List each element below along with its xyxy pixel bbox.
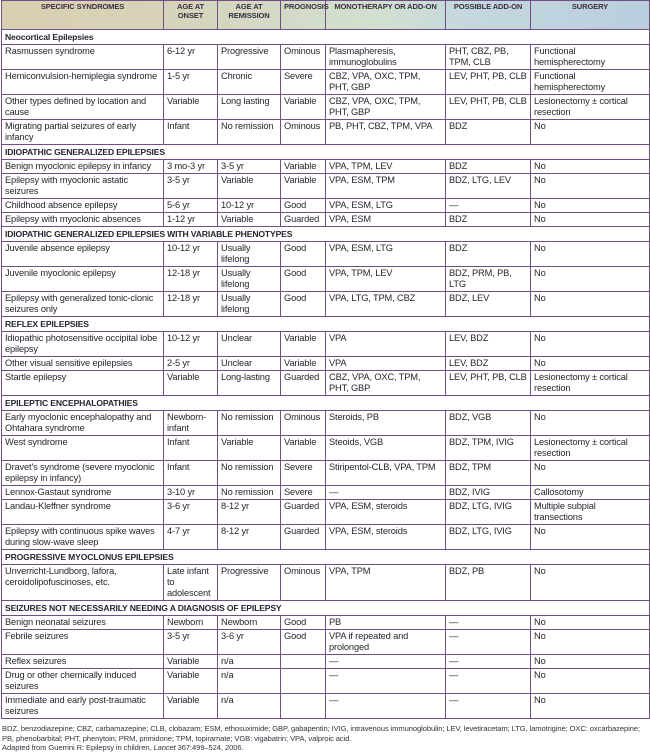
cell-possible-add-on: — — [446, 655, 531, 669]
cell-syndrome: Migrating partial seizures of early infancy — [2, 120, 164, 145]
cell-possible-add-on: BDZ — [446, 120, 531, 145]
cell-syndrome: Landau-Kleffner syndrome — [2, 500, 164, 525]
cell-age-remission: Progressive — [218, 565, 281, 601]
cell-age-remission: n/a — [218, 655, 281, 669]
cell-monotherapy: Plasmapheresis, immunoglobulins — [326, 45, 446, 70]
cell-prognosis: Severe — [281, 461, 326, 486]
table-row — [2, 95, 650, 120]
table-row — [2, 199, 650, 213]
cell-possible-add-on: BDZ, LEV — [446, 292, 531, 317]
cell-prognosis — [281, 655, 326, 669]
cell-monotherapy: VPA, ESM — [326, 213, 446, 227]
cell-prognosis: Good — [281, 292, 326, 317]
cell-age-remission: 3-5 yr — [218, 160, 281, 174]
section-header-row — [2, 550, 650, 565]
cell-age-onset: Infant — [164, 461, 218, 486]
cell-syndrome: Childhood absence epilepsy — [2, 199, 164, 213]
cell-syndrome: Hemiconvulsion-hemiplegia syndrome — [2, 70, 164, 95]
cell-surgery: No — [531, 461, 650, 486]
header-possible-add-on: POSSIBLE ADD-ON — [446, 1, 531, 30]
cell-prognosis: Variable — [281, 357, 326, 371]
cell-possible-add-on: — — [446, 669, 531, 694]
table-row — [2, 45, 650, 70]
section-title: IDIOPATHIC GENERALIZED EPILEPSIES — [2, 145, 650, 160]
cell-age-onset: 3 mo-3 yr — [164, 160, 218, 174]
cell-syndrome: West syndrome — [2, 436, 164, 461]
header-age-at-onset: AGE AT ONSET — [164, 1, 218, 30]
cell-syndrome: Dravet's syndrome (severe myoclonic epilepsy in infancy) — [2, 461, 164, 486]
cell-age-onset: 10-12 yr — [164, 332, 218, 357]
cell-age-onset: 5-6 yr — [164, 199, 218, 213]
cell-monotherapy: — — [326, 694, 446, 719]
cell-monotherapy: VPA, ESM, steroids — [326, 525, 446, 550]
cell-age-onset: Variable — [164, 694, 218, 719]
cell-surgery: Multiple subpial transections — [531, 500, 650, 525]
cell-possible-add-on: BDZ, PRM, PB, LTG — [446, 267, 531, 292]
table-row — [2, 630, 650, 655]
section-header-row — [2, 317, 650, 332]
cell-age-remission: No remission — [218, 461, 281, 486]
cell-syndrome: Epilepsy with continuous spike waves during slow-wave sleep — [2, 525, 164, 550]
cell-surgery: No — [531, 332, 650, 357]
cell-age-remission: Usually lifelong — [218, 267, 281, 292]
cell-age-onset: Newborn — [164, 616, 218, 630]
cell-possible-add-on: BDZ, TPM — [446, 461, 531, 486]
cell-prognosis: Good — [281, 242, 326, 267]
cell-monotherapy: — — [326, 655, 446, 669]
section-header-row — [2, 601, 650, 616]
cell-monotherapy: VPA, TPM — [326, 565, 446, 601]
cell-monotherapy: VPA, ESM, LTG — [326, 199, 446, 213]
cell-surgery: No — [531, 174, 650, 199]
cell-syndrome: Lennox-Gastaut syndrome — [2, 486, 164, 500]
cell-possible-add-on: PHT, CBZ, PB, TPM, CLB — [446, 45, 531, 70]
cell-surgery: No — [531, 694, 650, 719]
cell-age-onset: 1-12 yr — [164, 213, 218, 227]
cell-surgery: Lesionectomy ± cortical resection — [531, 436, 650, 461]
cell-age-remission: 8-12 yr — [218, 525, 281, 550]
cell-prognosis: Good — [281, 267, 326, 292]
table-row — [2, 120, 650, 145]
cell-surgery: Callosotomy — [531, 486, 650, 500]
cell-age-remission: Variable — [218, 174, 281, 199]
cell-possible-add-on: LEV, PHT, PB, CLB — [446, 70, 531, 95]
cell-age-remission: 10-12 yr — [218, 199, 281, 213]
cell-prognosis: Good — [281, 616, 326, 630]
cell-surgery: Lesionectomy ± cortical resection — [531, 95, 650, 120]
cell-surgery: No — [531, 120, 650, 145]
cell-age-onset: 3-10 yr — [164, 486, 218, 500]
cell-syndrome: Startle epilepsy — [2, 371, 164, 396]
section-title: EPILEPTIC ENCEPHALOPATHIES — [2, 396, 650, 411]
section-title: Neocortical Epilepsies — [2, 30, 650, 45]
cell-surgery: No — [531, 357, 650, 371]
cell-possible-add-on: LEV, BDZ — [446, 332, 531, 357]
table-row — [2, 160, 650, 174]
cell-age-remission: Newborn — [218, 616, 281, 630]
cell-prognosis: Guarded — [281, 500, 326, 525]
table-row — [2, 694, 650, 719]
cell-surgery: No — [531, 213, 650, 227]
table-row — [2, 357, 650, 371]
cell-age-remission: Progressive — [218, 45, 281, 70]
cell-prognosis: Ominous — [281, 411, 326, 436]
cell-monotherapy: PB, PHT, CBZ, TPM, VPA — [326, 120, 446, 145]
table-row — [2, 565, 650, 601]
cell-prognosis: Severe — [281, 70, 326, 95]
cell-possible-add-on: BDZ, LTG, IVIG — [446, 500, 531, 525]
cell-surgery: No — [531, 630, 650, 655]
cell-possible-add-on: — — [446, 616, 531, 630]
cell-syndrome: Benign neonatal seizures — [2, 616, 164, 630]
section-title: IDIOPATHIC GENERALIZED EPILEPSIES WITH VARIABLE PHENOTYPES — [2, 227, 650, 242]
cell-prognosis: Ominous — [281, 45, 326, 70]
table-row — [2, 616, 650, 630]
cell-prognosis: Ominous — [281, 565, 326, 601]
cell-prognosis: Variable — [281, 332, 326, 357]
cell-surgery: No — [531, 411, 650, 436]
header-prognosis: PROGNOSIS — [281, 1, 326, 30]
cell-surgery: No — [531, 669, 650, 694]
cell-prognosis: Good — [281, 630, 326, 655]
table-row — [2, 655, 650, 669]
cell-possible-add-on: LEV, BDZ — [446, 357, 531, 371]
cell-surgery: No — [531, 267, 650, 292]
cell-prognosis: Guarded — [281, 525, 326, 550]
cell-age-remission: Variable — [218, 213, 281, 227]
cell-possible-add-on: BDZ, VGB — [446, 411, 531, 436]
cell-prognosis: Variable — [281, 436, 326, 461]
source-citation — [2, 743, 650, 753]
cell-age-remission: Unclear — [218, 357, 281, 371]
cell-age-remission: No remission — [218, 411, 281, 436]
cell-age-onset: Variable — [164, 669, 218, 694]
table-row — [2, 371, 650, 396]
section-title: PROGRESSIVE MYOCLONUS EPILEPSIES — [2, 550, 650, 565]
cell-surgery: No — [531, 292, 650, 317]
cell-possible-add-on: BDZ — [446, 242, 531, 267]
cell-monotherapy: CBZ, VPA, OXC, TPM, PHT, GBP — [326, 70, 446, 95]
table-row — [2, 242, 650, 267]
cell-surgery: No — [531, 160, 650, 174]
cell-possible-add-on: BDZ, PB — [446, 565, 531, 601]
cell-age-onset: 3-6 yr — [164, 500, 218, 525]
cell-possible-add-on: BDZ — [446, 160, 531, 174]
section-title: REFLEX EPILEPSIES — [2, 317, 650, 332]
cell-prognosis: Guarded — [281, 213, 326, 227]
cell-age-onset: Variable — [164, 655, 218, 669]
cell-age-remission: No remission — [218, 486, 281, 500]
cell-possible-add-on: BDZ, IVIG — [446, 486, 531, 500]
cell-age-onset: Variable — [164, 371, 218, 396]
table-row — [2, 669, 650, 694]
cell-syndrome: Other visual sensitive epilepsies — [2, 357, 164, 371]
table-row — [2, 267, 650, 292]
table-row — [2, 486, 650, 500]
cell-syndrome: Unverricht-Lundborg, lafora, ceroidolipofuscinoses, etc. — [2, 565, 164, 601]
header-monotherapy: MONOTHERAPY OR ADD-ON — [326, 1, 446, 30]
cell-age-remission: 3-6 yr — [218, 630, 281, 655]
cell-surgery: No — [531, 565, 650, 601]
cell-possible-add-on: — — [446, 199, 531, 213]
cell-monotherapy: VPA — [326, 332, 446, 357]
section-title: SEIZURES NOT NECESSARILY NEEDING A DIAGNOSIS OF EPILEPSY — [2, 601, 650, 616]
cell-surgery: Lesionectomy ± cortical resection — [531, 371, 650, 396]
cell-monotherapy: VPA — [326, 357, 446, 371]
cell-prognosis — [281, 694, 326, 719]
citation-suffix: 367:499–524, 2006. — [175, 743, 244, 752]
cell-syndrome: Febrile seizures — [2, 630, 164, 655]
table-row — [2, 213, 650, 227]
cell-syndrome: Reflex seizures — [2, 655, 164, 669]
cell-syndrome: Epilepsy with generalized tonic-clonic seizures only — [2, 292, 164, 317]
cell-monotherapy: VPA, TPM, LEV — [326, 160, 446, 174]
cell-possible-add-on: BDZ — [446, 213, 531, 227]
cell-age-remission: 8-12 yr — [218, 500, 281, 525]
cell-possible-add-on: — — [446, 694, 531, 719]
cell-syndrome: Epilepsy with myoclonic astatic seizures — [2, 174, 164, 199]
cell-syndrome: Juvenile myoclonic epilepsy — [2, 267, 164, 292]
cell-age-remission: Usually lifelong — [218, 292, 281, 317]
citation-prefix: Adapted from Guerrini R: Epilepsy in children, — [2, 743, 154, 752]
table-row — [2, 411, 650, 436]
cell-prognosis: Variable — [281, 95, 326, 120]
header-age-at-remission: AGE AT REMISSION — [218, 1, 281, 30]
cell-monotherapy: CBZ, VPA, OXC, TPM, PHT, GBP — [326, 371, 446, 396]
cell-age-onset: 12-18 yr — [164, 292, 218, 317]
cell-possible-add-on: — — [446, 630, 531, 655]
cell-monotherapy: PB — [326, 616, 446, 630]
section-header-row — [2, 30, 650, 45]
cell-possible-add-on: BDZ, LTG, IVIG — [446, 525, 531, 550]
epilepsy-syndromes-table — [1, 0, 650, 719]
citation-journal: Lancet — [153, 743, 176, 752]
cell-possible-add-on: BDZ, LTG, LEV — [446, 174, 531, 199]
table-row — [2, 332, 650, 357]
cell-surgery: No — [531, 199, 650, 213]
cell-age-remission: Chronic — [218, 70, 281, 95]
table-row — [2, 436, 650, 461]
cell-syndrome: Epilepsy with myoclonic absences — [2, 213, 164, 227]
cell-syndrome: Idiopathic photosensitive occipital lobe epilepsy — [2, 332, 164, 357]
cell-monotherapy: VPA, TPM, LEV — [326, 267, 446, 292]
cell-syndrome: Other types defined by location and cause — [2, 95, 164, 120]
table-row — [2, 292, 650, 317]
cell-age-remission: Unclear — [218, 332, 281, 357]
cell-age-onset: 2-5 yr — [164, 357, 218, 371]
header-specific-syndromes: SPECIFIC SYNDROMES — [2, 1, 164, 30]
cell-monotherapy: — — [326, 486, 446, 500]
cell-age-onset: 3-5 yr — [164, 630, 218, 655]
cell-age-remission: n/a — [218, 669, 281, 694]
cell-monotherapy: VPA, ESM, TPM — [326, 174, 446, 199]
cell-syndrome: Juvenile absence epilepsy — [2, 242, 164, 267]
cell-surgery: Functional hemispherectomy — [531, 45, 650, 70]
cell-syndrome: Rasmussen syndrome — [2, 45, 164, 70]
section-header-row — [2, 396, 650, 411]
table-row — [2, 70, 650, 95]
abbreviations-note: BDZ, benzodiazepine; CBZ, carbamazepine; CLB, clobazam; ESM, ethosuximide; GBP, gabapentin; IVIG, intravenous immunoglobulin; LEV, levetiracetam; LTG, lamotrigine; OXC: oxcarbazepine; PB, phenobarbital; PHT, phenytoin; PRM, primidone; TPM, topiramate; VGB: vigabatrin; VPA, valproic acid. — [2, 724, 640, 743]
section-header-row — [2, 227, 650, 242]
cell-age-onset: Late infant to adolescent — [164, 565, 218, 601]
cell-age-onset: 4-7 yr — [164, 525, 218, 550]
cell-possible-add-on: LEV, PHT, PB, CLB — [446, 95, 531, 120]
cell-age-onset: Infant — [164, 436, 218, 461]
cell-age-onset: Variable — [164, 95, 218, 120]
table-row — [2, 461, 650, 486]
cell-possible-add-on: BDZ, TPM, IVIG — [446, 436, 531, 461]
cell-monotherapy: VPA, ESM, LTG — [326, 242, 446, 267]
cell-age-onset: 6-12 yr — [164, 45, 218, 70]
cell-monotherapy: Stiripentol-CLB, VPA, TPM — [326, 461, 446, 486]
cell-surgery: No — [531, 242, 650, 267]
table-header-row — [2, 1, 650, 30]
cell-monotherapy: Steoids, VGB — [326, 436, 446, 461]
cell-prognosis: Ominous — [281, 120, 326, 145]
cell-age-remission: No remission — [218, 120, 281, 145]
cell-syndrome: Drug or other chemically induced seizures — [2, 669, 164, 694]
section-header-row — [2, 145, 650, 160]
cell-prognosis: Variable — [281, 174, 326, 199]
cell-surgery: No — [531, 655, 650, 669]
cell-surgery: No — [531, 616, 650, 630]
cell-age-remission: Variable — [218, 436, 281, 461]
cell-prognosis: Variable — [281, 160, 326, 174]
cell-age-remission: Long lasting — [218, 95, 281, 120]
header-surgery: SURGERY — [531, 1, 650, 30]
table-row — [2, 174, 650, 199]
cell-age-onset: Newborn-infant — [164, 411, 218, 436]
cell-monotherapy: VPA, LTG, TPM, CBZ — [326, 292, 446, 317]
cell-monotherapy: CBZ, VPA, OXC, TPM, PHT, GBP — [326, 95, 446, 120]
cell-possible-add-on: LEV, PHT, PB, CLB — [446, 371, 531, 396]
cell-age-onset: 12-18 yr — [164, 267, 218, 292]
cell-age-remission: Long-lasting — [218, 371, 281, 396]
cell-prognosis: Guarded — [281, 371, 326, 396]
cell-syndrome: Benign myoclonic epilepsy in infancy — [2, 160, 164, 174]
cell-surgery: Functional hemispherectomy — [531, 70, 650, 95]
cell-monotherapy: VPA, ESM, steroids — [326, 500, 446, 525]
cell-prognosis: Severe — [281, 486, 326, 500]
cell-surgery: No — [531, 525, 650, 550]
cell-age-remission: n/a — [218, 694, 281, 719]
cell-age-onset: 3-5 yr — [164, 174, 218, 199]
cell-syndrome: Early myoclonic encephalopathy and Ohtahara syndrome — [2, 411, 164, 436]
table-footnote — [2, 724, 650, 753]
cell-monotherapy: — — [326, 669, 446, 694]
table-row — [2, 525, 650, 550]
cell-age-onset: 1-5 yr — [164, 70, 218, 95]
cell-syndrome: Immediate and early post-traumatic seizures — [2, 694, 164, 719]
cell-monotherapy: VPA if repeated and prolonged — [326, 630, 446, 655]
cell-age-remission: Usually lifelong — [218, 242, 281, 267]
cell-prognosis — [281, 669, 326, 694]
cell-age-onset: 10-12 yr — [164, 242, 218, 267]
cell-monotherapy: Steroids, PB — [326, 411, 446, 436]
cell-prognosis: Good — [281, 199, 326, 213]
table-row — [2, 500, 650, 525]
table-body — [2, 30, 650, 719]
cell-age-onset: Infant — [164, 120, 218, 145]
